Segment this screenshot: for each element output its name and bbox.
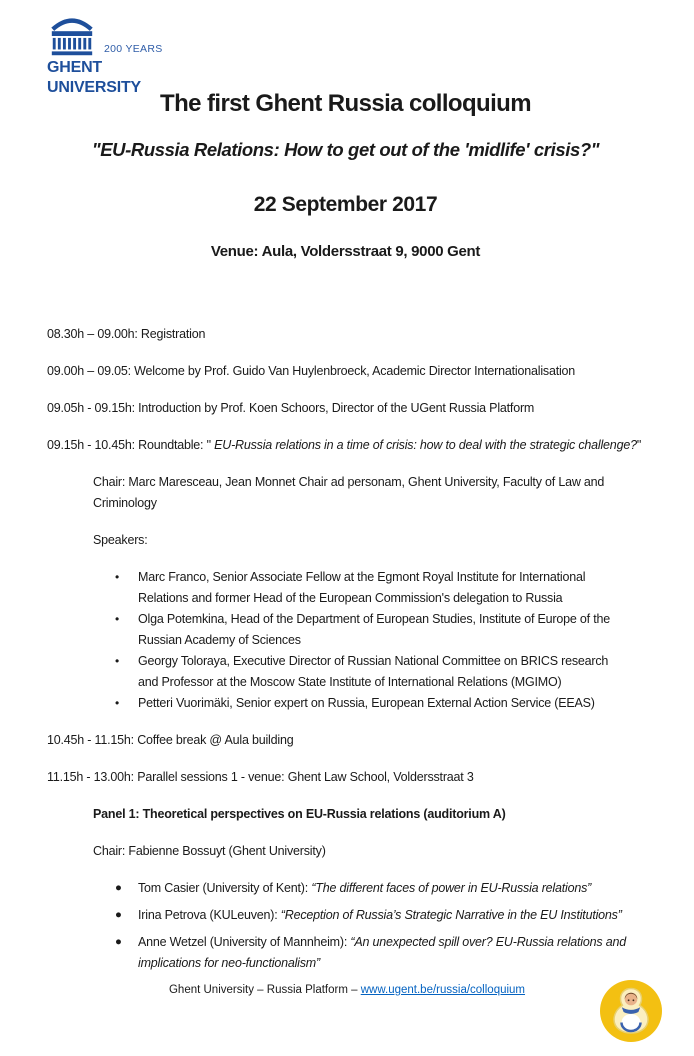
page-footer — [0, 984, 694, 996]
list-item — [115, 878, 644, 899]
bullet-icon: ● — [115, 882, 122, 894]
colloquium-subtitle: "EU-Russia Relations: How to get out of the 'midlife' crisis?" — [91, 139, 600, 160]
list-item: • Georgy Toloraya, Executive Director of Russian National Committee on BRICS research and Professor at the Moscow State Institute of International Relations (MGIMO) — [115, 651, 644, 693]
list-item: • Petteri Vuorimäki, Senior expert on Russia, European External Action Service (EEAS) — [115, 693, 644, 714]
schedule-item-coffee-break: 10.45h - 11.15h: Coffee break @ Aula building — [47, 733, 294, 747]
event-venue: Venue: Aula, Voldersstraat 9, 9000 Gent — [210, 243, 481, 260]
speakers-label: Speakers: — [93, 533, 148, 547]
panel1-chair: Chair: Fabienne Bossuyt (Ghent University) — [93, 844, 326, 858]
bullet-icon: • — [115, 654, 120, 668]
talk-speaker: Anne Wetzel (University of Mannheim): — [138, 935, 351, 949]
list-item — [115, 932, 644, 974]
schedule-item-registration: 08.30h – 09.00h: Registration — [47, 327, 206, 341]
list-item: • Marc Franco, Senior Associate Fellow at the Egmont Royal Institute for International Relations and former Head of the European Commission's delegation to Russia — [115, 567, 644, 609]
panel1-talks-list — [47, 878, 644, 974]
schedule-item-introduction: 09.05h - 09.15h: Introduction by Prof. Koen Schoors, Director of the UGent Russia Platform — [47, 401, 535, 415]
schedule — [47, 324, 644, 974]
logo-200-years-label: 200 YEARS — [104, 43, 163, 55]
schedule-item-welcome: 09.00h – 09.05: Welcome by Prof. Guido Van Huylenbroeck, Academic Director Internationalisation — [47, 364, 576, 378]
footer-text: Ghent University – Russia Platform – — [168, 984, 361, 996]
schedule-item-roundtable — [47, 435, 644, 456]
talk-speaker: Irina Petrova (KULeuven): — [138, 908, 281, 922]
bullet-icon: • — [115, 696, 120, 710]
roundtable-prefix: 09.15h - 10.45h: Roundtable: " — [47, 438, 215, 452]
bullet-icon: ● — [115, 909, 122, 921]
colloquium-link[interactable]: www.ugent.be/russia/colloquium — [360, 984, 526, 996]
schedule-item-parallel-sessions: 11.15h - 13.00h: Parallel sessions 1 - venue: Ghent Law School, Voldersstraat 3 — [47, 770, 474, 784]
roundtable-title: EU-Russia relations in a time of crisis: how to deal with the strategic challenge? — [214, 438, 637, 452]
bullet-icon: ● — [115, 936, 122, 948]
logo-name-line1: GHENT — [47, 59, 103, 76]
event-date: 22 September 2017 — [253, 193, 438, 216]
list-item — [115, 905, 644, 926]
matryoshka-icon — [599, 979, 663, 1043]
panel1-title: Panel 1: Theoretical perspectives on EU-Russia relations (auditorium A) — [93, 807, 506, 821]
speakers-list — [47, 567, 644, 714]
logo-name-line2: UNIVERSITY — [47, 79, 142, 96]
roundtable-suffix: " — [636, 438, 642, 452]
list-item: • Olga Potemkina, Head of the Department of European Studies, Institute of Europe of the Russian Academy of Sciences — [115, 609, 644, 651]
bullet-icon: • — [115, 570, 120, 584]
bullet-icon: • — [115, 612, 120, 626]
talk-speaker: Tom Casier (University of Kent): — [138, 881, 312, 895]
talk-title: “The different faces of power in EU-Russia relations” — [311, 881, 592, 895]
talk-title-continued: implications for neo-functionalism” — [138, 956, 320, 970]
roundtable-chair: Chair: Marc Maresceau, Jean Monnet Chair ad personam, Ghent University, Faculty of Law and Criminology — [93, 475, 605, 510]
talk-title: “An unexpected spill over? EU-Russia relations and — [350, 935, 626, 949]
talk-title: “Reception of Russia’s Strategic Narrative in the EU Institutions” — [280, 908, 622, 922]
page-title: The first Ghent Russia colloquium — [160, 90, 531, 117]
